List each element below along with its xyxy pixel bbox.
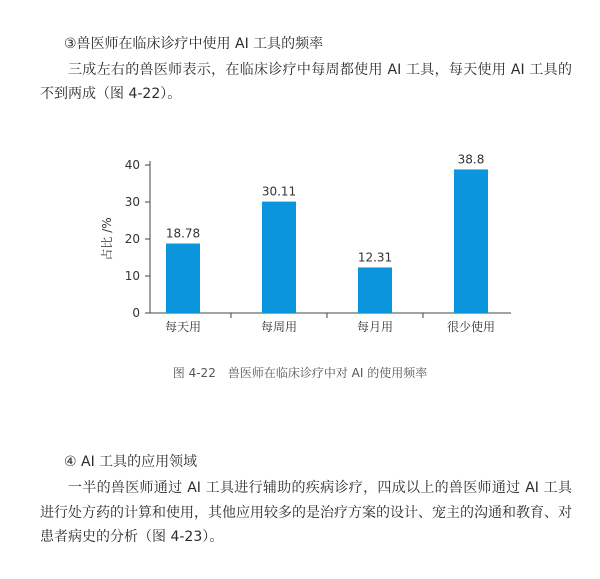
y-tick-label: 40: [124, 158, 140, 172]
bar-value-label: 38.8: [457, 152, 485, 167]
x-tick-label: 很少使用: [446, 320, 496, 334]
bar-value-label: 30.11: [261, 184, 297, 199]
x-tick-label: 每天用: [164, 320, 202, 334]
bar: [454, 169, 488, 313]
y-axis-title: 占比 /%: [100, 217, 114, 261]
bar-value-label: 12.31: [357, 250, 393, 265]
section-heading-ai-applications: ④ AI 工具的应用领域: [64, 454, 198, 470]
chart-bars: [166, 169, 488, 313]
paragraph-ai-applications: 一半的兽医师通过 AI 工具进行辅助的疾病诊疗，四成以上的兽医师通过 AI 工具进行处方药的计算和使用，其他应用较多的是治疗方案的设计、宠主的沟通和教育、对患者病史的分析（图 4-23）。: [40, 480, 572, 545]
paragraph-ai-frequency: 三成左右的兽医师表示，在临床诊疗中每周都使用 AI 工具，每天使用 AI 工具的不到两成（图 4-22）。: [40, 62, 572, 102]
section-heading-ai-frequency: ③兽医师在临床诊疗中使用 AI 工具的频率: [64, 36, 324, 52]
y-tick-label: 10: [124, 269, 140, 283]
y-tick-label: 0: [132, 306, 140, 320]
bar: [166, 244, 200, 313]
bar-value-label: 18.78: [165, 226, 201, 241]
bar: [358, 267, 392, 313]
y-tick-label: 30: [124, 195, 140, 209]
y-tick-label: 20: [124, 232, 140, 246]
chart-labels: [99, 152, 495, 334]
x-tick-label: 每月用: [356, 320, 394, 334]
figure-caption: 图 4-22 兽医师在临床诊疗中对 AI 的使用频率: [172, 366, 428, 380]
bar: [262, 202, 296, 313]
x-tick-label: 每周用: [260, 320, 298, 334]
